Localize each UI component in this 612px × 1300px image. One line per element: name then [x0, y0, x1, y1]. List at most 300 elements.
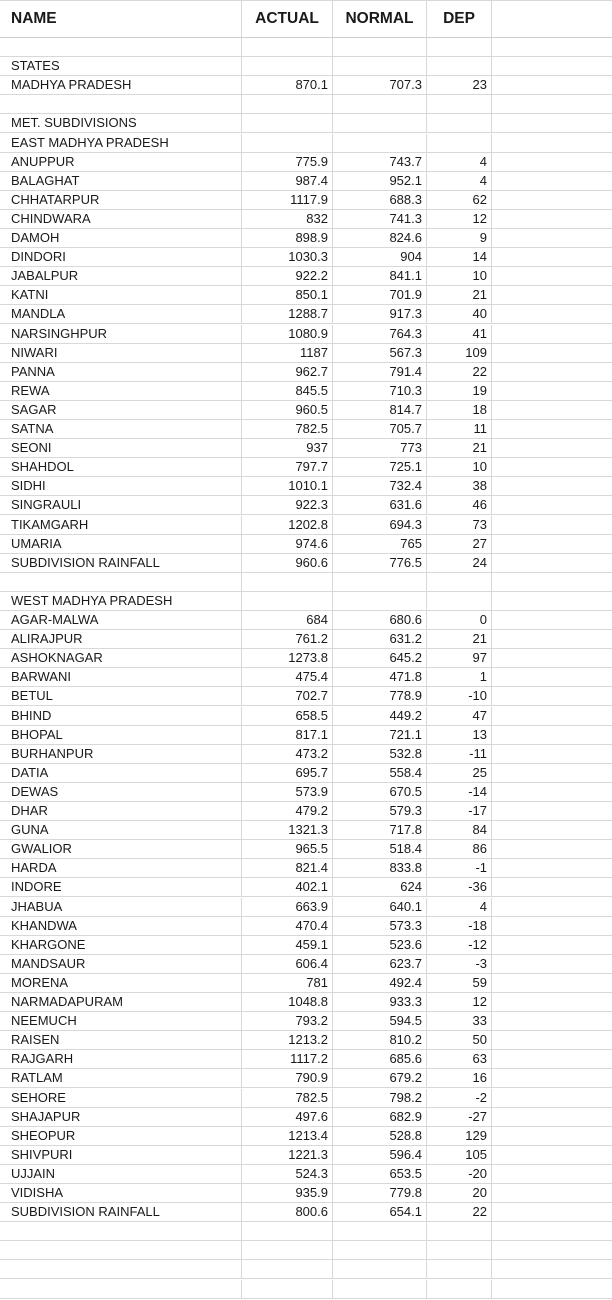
dep-cell[interactable]	[427, 95, 492, 113]
dep-cell[interactable]: -1	[427, 859, 492, 877]
dep-cell[interactable]: 21	[427, 286, 492, 304]
normal-cell[interactable]	[333, 1241, 427, 1259]
name-cell[interactable]: BHIND	[0, 707, 242, 725]
normal-cell[interactable]: 810.2	[333, 1031, 427, 1049]
actual-cell[interactable]: 473.2	[242, 745, 333, 763]
empty-cell[interactable]	[492, 516, 612, 534]
actual-cell[interactable]: 1030.3	[242, 248, 333, 266]
name-cell[interactable]: AGAR-MALWA	[0, 611, 242, 629]
normal-cell[interactable]: 743.7	[333, 153, 427, 171]
actual-cell[interactable]: 937	[242, 439, 333, 457]
empty-cell[interactable]	[492, 1012, 612, 1030]
empty-cell[interactable]	[492, 1146, 612, 1164]
name-cell[interactable]: UJJAIN	[0, 1165, 242, 1183]
dep-cell[interactable]: -3	[427, 955, 492, 973]
actual-cell[interactable]: 658.5	[242, 707, 333, 725]
name-cell[interactable]: MET. SUBDIVISIONS	[0, 114, 242, 132]
actual-cell[interactable]: 800.6	[242, 1203, 333, 1221]
actual-cell[interactable]: 960.5	[242, 401, 333, 419]
name-cell[interactable]: REWA	[0, 382, 242, 400]
normal-cell[interactable]: 579.3	[333, 802, 427, 820]
dep-cell[interactable]: 63	[427, 1050, 492, 1068]
dep-cell[interactable]: 21	[427, 439, 492, 457]
dep-cell[interactable]: 27	[427, 535, 492, 553]
empty-cell[interactable]	[492, 592, 612, 610]
actual-cell[interactable]: 702.7	[242, 687, 333, 705]
actual-cell[interactable]: 606.4	[242, 955, 333, 973]
dep-cell[interactable]: -17	[427, 802, 492, 820]
dep-cell[interactable]: 25	[427, 764, 492, 782]
name-cell[interactable]: STATES	[0, 57, 242, 75]
normal-cell[interactable]: 523.6	[333, 936, 427, 954]
dep-cell[interactable]: 10	[427, 458, 492, 476]
header-empty-cell[interactable]	[492, 0, 612, 37]
normal-cell[interactable]: 694.3	[333, 516, 427, 534]
name-cell[interactable]: DATIA	[0, 764, 242, 782]
name-cell[interactable]: MORENA	[0, 974, 242, 992]
normal-cell[interactable]	[333, 38, 427, 56]
name-cell[interactable]: SAGAR	[0, 401, 242, 419]
normal-cell[interactable]: 732.4	[333, 477, 427, 495]
normal-cell[interactable]: 688.3	[333, 191, 427, 209]
dep-cell[interactable]: 105	[427, 1146, 492, 1164]
actual-cell[interactable]: 1187	[242, 344, 333, 362]
empty-cell[interactable]	[492, 134, 612, 152]
actual-cell[interactable]: 459.1	[242, 936, 333, 954]
name-cell[interactable]: CHHATARPUR	[0, 191, 242, 209]
name-cell[interactable]: BURHANPUR	[0, 745, 242, 763]
name-cell[interactable]: SIDHI	[0, 477, 242, 495]
actual-cell[interactable]	[242, 57, 333, 75]
dep-cell[interactable]: -18	[427, 917, 492, 935]
normal-cell[interactable]: 705.7	[333, 420, 427, 438]
normal-cell[interactable]	[333, 1280, 427, 1298]
name-cell[interactable]: WEST MADHYA PRADESH	[0, 592, 242, 610]
normal-cell[interactable]: 528.8	[333, 1127, 427, 1145]
normal-cell[interactable]: 776.5	[333, 554, 427, 572]
empty-cell[interactable]	[492, 554, 612, 572]
actual-cell[interactable]: 1117.9	[242, 191, 333, 209]
empty-cell[interactable]	[492, 1127, 612, 1145]
dep-cell[interactable]: 41	[427, 325, 492, 343]
name-cell[interactable]: RATLAM	[0, 1069, 242, 1087]
actual-cell[interactable]: 821.4	[242, 859, 333, 877]
normal-cell[interactable]	[333, 592, 427, 610]
actual-cell[interactable]: 962.7	[242, 363, 333, 381]
actual-cell[interactable]: 781	[242, 974, 333, 992]
dep-cell[interactable]: 47	[427, 707, 492, 725]
normal-cell[interactable]: 778.9	[333, 687, 427, 705]
normal-cell[interactable]	[333, 1222, 427, 1240]
dep-cell[interactable]: 109	[427, 344, 492, 362]
actual-cell[interactable]	[242, 573, 333, 591]
empty-cell[interactable]	[492, 1089, 612, 1107]
header-name-cell[interactable]: NAME	[0, 0, 242, 37]
empty-cell[interactable]	[492, 783, 612, 801]
normal-cell[interactable]: 471.8	[333, 668, 427, 686]
normal-cell[interactable]: 640.1	[333, 898, 427, 916]
actual-cell[interactable]: 832	[242, 210, 333, 228]
empty-cell[interactable]	[492, 420, 612, 438]
dep-cell[interactable]: -12	[427, 936, 492, 954]
actual-cell[interactable]: 790.9	[242, 1069, 333, 1087]
actual-cell[interactable]: 1048.8	[242, 993, 333, 1011]
normal-cell[interactable]: 707.3	[333, 76, 427, 94]
dep-cell[interactable]: -27	[427, 1108, 492, 1126]
normal-cell[interactable]: 917.3	[333, 305, 427, 323]
empty-cell[interactable]	[492, 649, 612, 667]
normal-cell[interactable]: 573.3	[333, 917, 427, 935]
empty-cell[interactable]	[492, 267, 612, 285]
dep-cell[interactable]	[427, 114, 492, 132]
header-actual-cell[interactable]: ACTUAL	[242, 0, 333, 37]
name-cell[interactable]: GUNA	[0, 821, 242, 839]
empty-cell[interactable]	[492, 859, 612, 877]
dep-cell[interactable]: 9	[427, 229, 492, 247]
name-cell[interactable]: SHAJAPUR	[0, 1108, 242, 1126]
dep-cell[interactable]: 33	[427, 1012, 492, 1030]
normal-cell[interactable]: 833.8	[333, 859, 427, 877]
dep-cell[interactable]: 12	[427, 993, 492, 1011]
name-cell[interactable]: ANUPPUR	[0, 153, 242, 171]
dep-cell[interactable]: 46	[427, 496, 492, 514]
empty-cell[interactable]	[492, 95, 612, 113]
actual-cell[interactable]	[242, 1222, 333, 1240]
actual-cell[interactable]: 573.9	[242, 783, 333, 801]
name-cell[interactable]: SATNA	[0, 420, 242, 438]
actual-cell[interactable]: 775.9	[242, 153, 333, 171]
actual-cell[interactable]: 922.3	[242, 496, 333, 514]
dep-cell[interactable]: 4	[427, 898, 492, 916]
empty-cell[interactable]	[492, 229, 612, 247]
normal-cell[interactable]: 654.1	[333, 1203, 427, 1221]
name-cell[interactable]: SEHORE	[0, 1089, 242, 1107]
actual-cell[interactable]: 402.1	[242, 878, 333, 896]
dep-cell[interactable]: 86	[427, 840, 492, 858]
name-cell[interactable]: VIDISHA	[0, 1184, 242, 1202]
name-cell[interactable]: RAJGARH	[0, 1050, 242, 1068]
empty-cell[interactable]	[492, 1165, 612, 1183]
dep-cell[interactable]: 23	[427, 76, 492, 94]
actual-cell[interactable]: 974.6	[242, 535, 333, 553]
dep-cell[interactable]	[427, 1260, 492, 1278]
empty-cell[interactable]	[492, 821, 612, 839]
name-cell[interactable]: NARMADAPURAM	[0, 993, 242, 1011]
empty-cell[interactable]	[492, 1069, 612, 1087]
dep-cell[interactable]: 84	[427, 821, 492, 839]
empty-cell[interactable]	[492, 1203, 612, 1221]
dep-cell[interactable]: 129	[427, 1127, 492, 1145]
normal-cell[interactable]: 725.1	[333, 458, 427, 476]
name-cell[interactable]: SUBDIVISION RAINFALL	[0, 554, 242, 572]
name-cell[interactable]: GWALIOR	[0, 840, 242, 858]
normal-cell[interactable]: 824.6	[333, 229, 427, 247]
normal-cell[interactable]: 779.8	[333, 1184, 427, 1202]
actual-cell[interactable]	[242, 1260, 333, 1278]
empty-cell[interactable]	[492, 1241, 612, 1259]
name-cell[interactable]: BARWANI	[0, 668, 242, 686]
normal-cell[interactable]: 701.9	[333, 286, 427, 304]
normal-cell[interactable]: 596.4	[333, 1146, 427, 1164]
dep-cell[interactable]: 16	[427, 1069, 492, 1087]
normal-cell[interactable]	[333, 1260, 427, 1278]
actual-cell[interactable]: 960.6	[242, 554, 333, 572]
name-cell[interactable]	[0, 1222, 242, 1240]
normal-cell[interactable]: 773	[333, 439, 427, 457]
name-cell[interactable]	[0, 573, 242, 591]
normal-cell[interactable]: 558.4	[333, 764, 427, 782]
actual-cell[interactable]: 1273.8	[242, 649, 333, 667]
actual-cell[interactable]: 922.2	[242, 267, 333, 285]
name-cell[interactable]	[0, 38, 242, 56]
empty-cell[interactable]	[492, 439, 612, 457]
dep-cell[interactable]: 97	[427, 649, 492, 667]
name-cell[interactable]: SHEOPUR	[0, 1127, 242, 1145]
empty-cell[interactable]	[492, 535, 612, 553]
name-cell[interactable]	[0, 1280, 242, 1298]
dep-cell[interactable]: 73	[427, 516, 492, 534]
name-cell[interactable]: DINDORI	[0, 248, 242, 266]
dep-cell[interactable]: -20	[427, 1165, 492, 1183]
name-cell[interactable]: CHINDWARA	[0, 210, 242, 228]
empty-cell[interactable]	[492, 382, 612, 400]
normal-cell[interactable]: 685.6	[333, 1050, 427, 1068]
empty-cell[interactable]	[492, 1280, 612, 1298]
name-cell[interactable]: NARSINGHPUR	[0, 325, 242, 343]
actual-cell[interactable]: 663.9	[242, 898, 333, 916]
normal-cell[interactable]	[333, 114, 427, 132]
actual-cell[interactable]	[242, 1241, 333, 1259]
actual-cell[interactable]: 797.7	[242, 458, 333, 476]
name-cell[interactable]: SHIVPURI	[0, 1146, 242, 1164]
name-cell[interactable]: NEEMUCH	[0, 1012, 242, 1030]
empty-cell[interactable]	[492, 611, 612, 629]
empty-cell[interactable]	[492, 917, 612, 935]
normal-cell[interactable]: 952.1	[333, 172, 427, 190]
actual-cell[interactable]: 1080.9	[242, 325, 333, 343]
normal-cell[interactable]	[333, 57, 427, 75]
dep-cell[interactable]: -10	[427, 687, 492, 705]
normal-cell[interactable]: 764.3	[333, 325, 427, 343]
normal-cell[interactable]: 721.1	[333, 726, 427, 744]
actual-cell[interactable]: 761.2	[242, 630, 333, 648]
empty-cell[interactable]	[492, 458, 612, 476]
dep-cell[interactable]: 40	[427, 305, 492, 323]
normal-cell[interactable]: 717.8	[333, 821, 427, 839]
empty-cell[interactable]	[492, 974, 612, 992]
name-cell[interactable]: SUBDIVISION RAINFALL	[0, 1203, 242, 1221]
actual-cell[interactable]: 497.6	[242, 1108, 333, 1126]
name-cell[interactable]: HARDA	[0, 859, 242, 877]
normal-cell[interactable]: 904	[333, 248, 427, 266]
actual-cell[interactable]: 850.1	[242, 286, 333, 304]
name-cell[interactable]: DEWAS	[0, 783, 242, 801]
actual-cell[interactable]: 845.5	[242, 382, 333, 400]
empty-cell[interactable]	[492, 325, 612, 343]
header-dep-cell[interactable]: DEP	[427, 0, 492, 37]
name-cell[interactable]: BALAGHAT	[0, 172, 242, 190]
empty-cell[interactable]	[492, 878, 612, 896]
dep-cell[interactable]: 20	[427, 1184, 492, 1202]
actual-cell[interactable]: 870.1	[242, 76, 333, 94]
empty-cell[interactable]	[492, 1031, 612, 1049]
actual-cell[interactable]	[242, 95, 333, 113]
normal-cell[interactable]: 710.3	[333, 382, 427, 400]
actual-cell[interactable]: 470.4	[242, 917, 333, 935]
name-cell[interactable]: INDORE	[0, 878, 242, 896]
dep-cell[interactable]: -11	[427, 745, 492, 763]
normal-cell[interactable]: 492.4	[333, 974, 427, 992]
actual-cell[interactable]: 1010.1	[242, 477, 333, 495]
name-cell[interactable]: DAMOH	[0, 229, 242, 247]
name-cell[interactable]	[0, 1241, 242, 1259]
name-cell[interactable]: SEONI	[0, 439, 242, 457]
empty-cell[interactable]	[492, 1222, 612, 1240]
actual-cell[interactable]	[242, 592, 333, 610]
empty-cell[interactable]	[492, 172, 612, 190]
name-cell[interactable]: ALIRAJPUR	[0, 630, 242, 648]
actual-cell[interactable]: 782.5	[242, 420, 333, 438]
actual-cell[interactable]	[242, 114, 333, 132]
empty-cell[interactable]	[492, 764, 612, 782]
name-cell[interactable]: BETUL	[0, 687, 242, 705]
name-cell[interactable]: DHAR	[0, 802, 242, 820]
normal-cell[interactable]: 567.3	[333, 344, 427, 362]
normal-cell[interactable]: 679.2	[333, 1069, 427, 1087]
normal-cell[interactable]: 791.4	[333, 363, 427, 381]
dep-cell[interactable]: -2	[427, 1089, 492, 1107]
actual-cell[interactable]: 695.7	[242, 764, 333, 782]
normal-cell[interactable]: 624	[333, 878, 427, 896]
actual-cell[interactable]: 524.3	[242, 1165, 333, 1183]
dep-cell[interactable]: 22	[427, 363, 492, 381]
dep-cell[interactable]: 62	[427, 191, 492, 209]
name-cell[interactable]: MADHYA PRADESH	[0, 76, 242, 94]
normal-cell[interactable]	[333, 573, 427, 591]
normal-cell[interactable]	[333, 134, 427, 152]
name-cell[interactable]: JHABUA	[0, 898, 242, 916]
dep-cell[interactable]: 0	[427, 611, 492, 629]
name-cell[interactable]: KHARGONE	[0, 936, 242, 954]
normal-cell[interactable]: 933.3	[333, 993, 427, 1011]
name-cell[interactable]: SINGRAULI	[0, 496, 242, 514]
empty-cell[interactable]	[492, 248, 612, 266]
name-cell[interactable]	[0, 1260, 242, 1278]
name-cell[interactable]: JABALPUR	[0, 267, 242, 285]
dep-cell[interactable]: 13	[427, 726, 492, 744]
empty-cell[interactable]	[492, 153, 612, 171]
empty-cell[interactable]	[492, 305, 612, 323]
name-cell[interactable]: ASHOKNAGAR	[0, 649, 242, 667]
dep-cell[interactable]: 50	[427, 1031, 492, 1049]
actual-cell[interactable]: 1213.2	[242, 1031, 333, 1049]
actual-cell[interactable]: 965.5	[242, 840, 333, 858]
empty-cell[interactable]	[492, 57, 612, 75]
dep-cell[interactable]	[427, 57, 492, 75]
actual-cell[interactable]: 935.9	[242, 1184, 333, 1202]
dep-cell[interactable]: 10	[427, 267, 492, 285]
dep-cell[interactable]: 22	[427, 1203, 492, 1221]
dep-cell[interactable]: 4	[427, 172, 492, 190]
name-cell[interactable]	[0, 95, 242, 113]
actual-cell[interactable]: 1221.3	[242, 1146, 333, 1164]
normal-cell[interactable]: 623.7	[333, 955, 427, 973]
empty-cell[interactable]	[492, 726, 612, 744]
dep-cell[interactable]	[427, 573, 492, 591]
dep-cell[interactable]: 1	[427, 668, 492, 686]
dep-cell[interactable]: -14	[427, 783, 492, 801]
empty-cell[interactable]	[492, 1260, 612, 1278]
normal-cell[interactable]: 798.2	[333, 1089, 427, 1107]
normal-cell[interactable]: 645.2	[333, 649, 427, 667]
empty-cell[interactable]	[492, 344, 612, 362]
empty-cell[interactable]	[492, 936, 612, 954]
empty-cell[interactable]	[492, 898, 612, 916]
name-cell[interactable]: MANDSAUR	[0, 955, 242, 973]
empty-cell[interactable]	[492, 955, 612, 973]
empty-cell[interactable]	[492, 496, 612, 514]
empty-cell[interactable]	[492, 687, 612, 705]
normal-cell[interactable]: 682.9	[333, 1108, 427, 1126]
actual-cell[interactable]: 1288.7	[242, 305, 333, 323]
empty-cell[interactable]	[492, 477, 612, 495]
dep-cell[interactable]	[427, 1280, 492, 1298]
empty-cell[interactable]	[492, 707, 612, 725]
normal-cell[interactable]: 631.2	[333, 630, 427, 648]
actual-cell[interactable]	[242, 38, 333, 56]
normal-cell[interactable]: 449.2	[333, 707, 427, 725]
empty-cell[interactable]	[492, 286, 612, 304]
name-cell[interactable]: PANNA	[0, 363, 242, 381]
dep-cell[interactable]	[427, 134, 492, 152]
empty-cell[interactable]	[492, 1050, 612, 1068]
actual-cell[interactable]: 1202.8	[242, 516, 333, 534]
dep-cell[interactable]: 11	[427, 420, 492, 438]
normal-cell[interactable]: 765	[333, 535, 427, 553]
empty-cell[interactable]	[492, 401, 612, 419]
name-cell[interactable]: KATNI	[0, 286, 242, 304]
normal-cell[interactable]: 631.6	[333, 496, 427, 514]
dep-cell[interactable]: 12	[427, 210, 492, 228]
actual-cell[interactable]	[242, 1280, 333, 1298]
actual-cell[interactable]: 1321.3	[242, 821, 333, 839]
normal-cell[interactable]: 653.5	[333, 1165, 427, 1183]
actual-cell[interactable]: 782.5	[242, 1089, 333, 1107]
name-cell[interactable]: TIKAMGARH	[0, 516, 242, 534]
actual-cell[interactable]: 475.4	[242, 668, 333, 686]
actual-cell[interactable]: 1213.4	[242, 1127, 333, 1145]
actual-cell[interactable]: 817.1	[242, 726, 333, 744]
actual-cell[interactable]: 987.4	[242, 172, 333, 190]
dep-cell[interactable]: 59	[427, 974, 492, 992]
name-cell[interactable]: KHANDWA	[0, 917, 242, 935]
name-cell[interactable]: MANDLA	[0, 305, 242, 323]
actual-cell[interactable]	[242, 134, 333, 152]
empty-cell[interactable]	[492, 1108, 612, 1126]
dep-cell[interactable]: 24	[427, 554, 492, 572]
normal-cell[interactable]: 518.4	[333, 840, 427, 858]
empty-cell[interactable]	[492, 191, 612, 209]
normal-cell[interactable]: 841.1	[333, 267, 427, 285]
actual-cell[interactable]: 1117.2	[242, 1050, 333, 1068]
empty-cell[interactable]	[492, 114, 612, 132]
name-cell[interactable]: NIWARI	[0, 344, 242, 362]
normal-cell[interactable]: 814.7	[333, 401, 427, 419]
empty-cell[interactable]	[492, 573, 612, 591]
name-cell[interactable]: SHAHDOL	[0, 458, 242, 476]
empty-cell[interactable]	[492, 840, 612, 858]
empty-cell[interactable]	[492, 363, 612, 381]
